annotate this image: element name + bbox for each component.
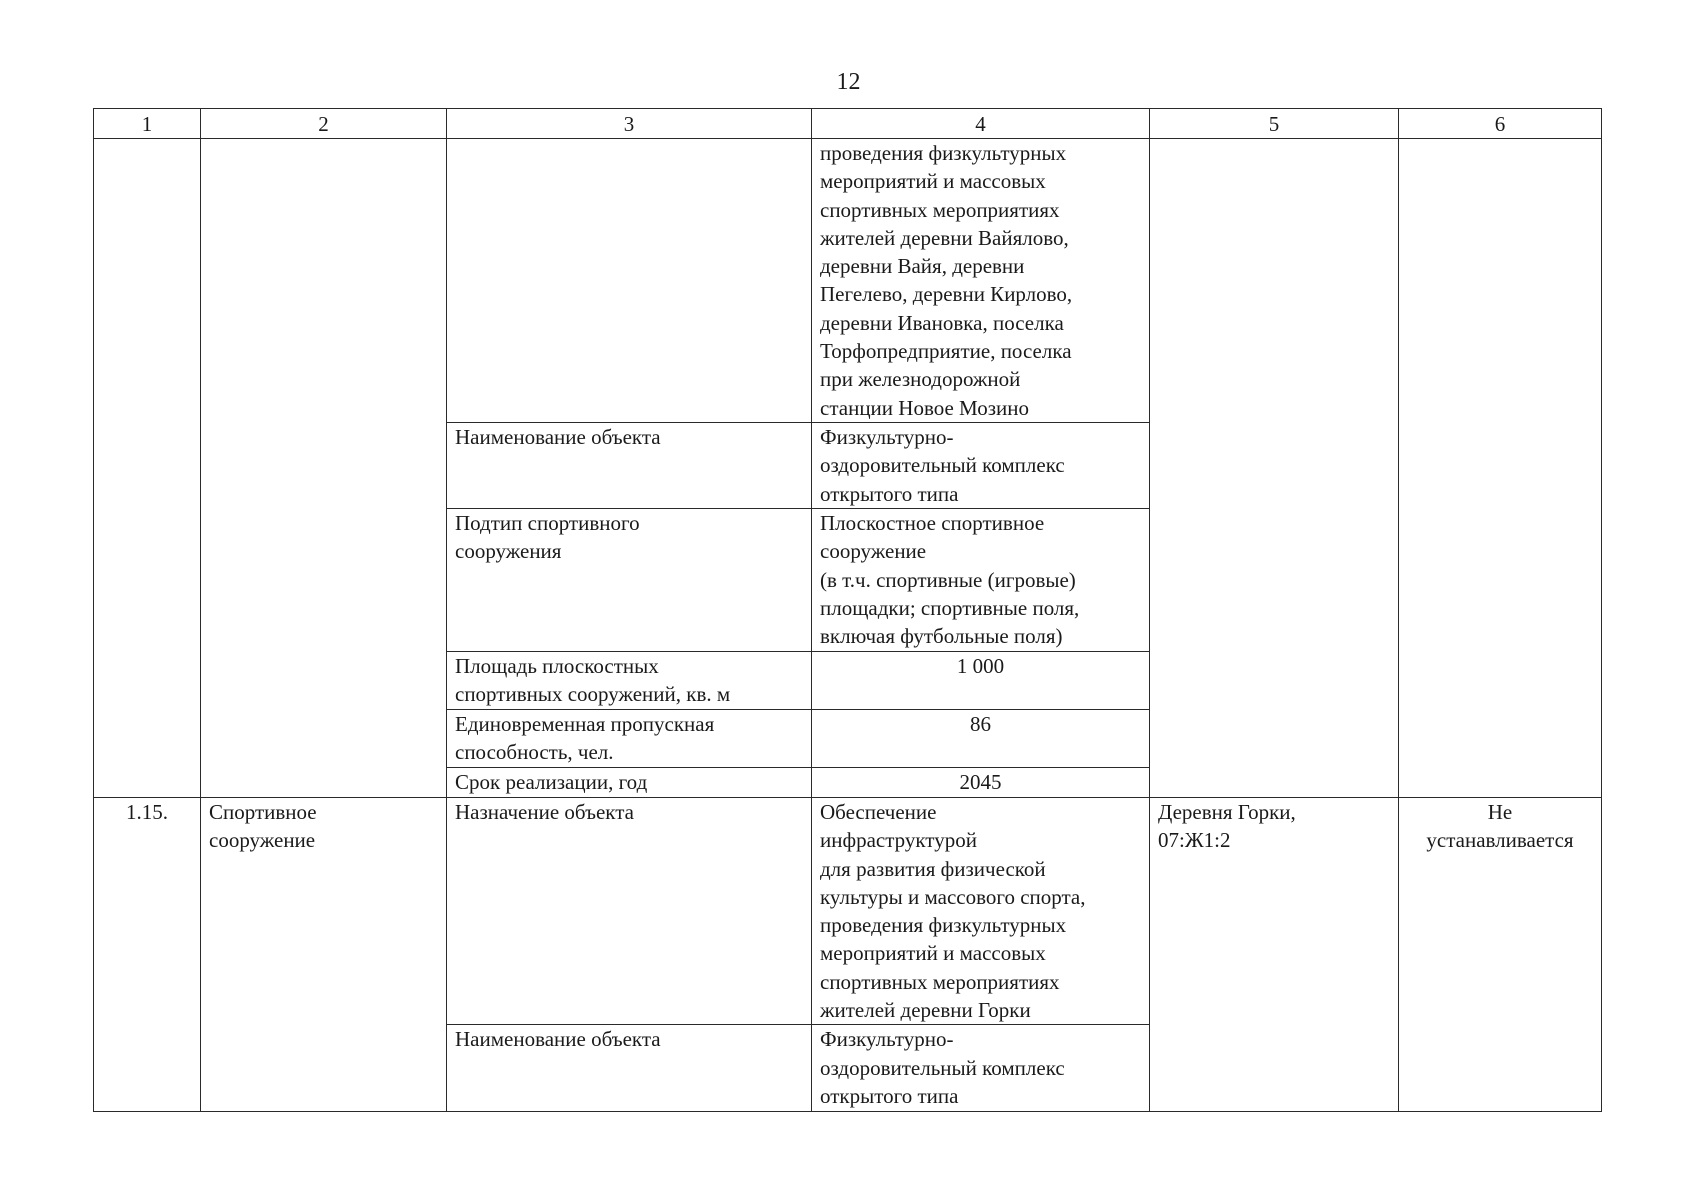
object-number-cell: 1.15.: [94, 797, 201, 1111]
table-row: [94, 797, 1602, 1024]
value-text: Физкультурно- оздоровительный комплекс открытого типа: [820, 424, 1065, 506]
header-col-3: 3: [447, 109, 812, 139]
number-cell-continued: [94, 139, 201, 798]
param-text: Подтип спортивного сооружения: [455, 510, 640, 564]
value-cell: 2045: [812, 767, 1150, 797]
param-cell: [447, 422, 812, 508]
value-text: Обеспечение инфраструктурой для развития физической культуры и массового спорта, проведения физкультурных мероприятий и массовых спортивных мероприятиях жителей деревни Горки: [820, 799, 1086, 1023]
value-text: проведения физкультурных мероприятий и массовых спортивных мероприятиях жителей деревни Вайялово, деревни Вайя, деревни Пегелево, деревни Кирлово, деревни Ивановка, поселка Торфопредприятие, поселка при железнодорожной станции Новое Мозино: [820, 141, 1073, 420]
name-cell-continued: [201, 139, 447, 798]
page-number: 12: [836, 69, 861, 95]
header-col-4: 4: [812, 109, 1150, 139]
param-cell: [447, 797, 812, 1024]
param-text: Срок реализации, год: [455, 769, 648, 794]
zone-text: Не устанавливается: [1426, 799, 1574, 853]
zone-cell: [1399, 797, 1602, 1111]
param-cell: [447, 651, 812, 709]
header-col-2: 2: [201, 109, 447, 139]
value-cell: [812, 1025, 1150, 1112]
header-col-5: 5: [1150, 109, 1399, 139]
param-text: Единовременная пропускная способность, чел.: [455, 711, 715, 765]
value-cell: 1 000: [812, 651, 1150, 709]
param-cell: [447, 139, 812, 423]
param-cell: [447, 508, 812, 651]
zone-cell-continued: [1399, 139, 1602, 798]
objects-table: [93, 108, 1602, 1112]
object-name-cell: [201, 797, 447, 1111]
location-cell: [1150, 797, 1399, 1111]
value-cell: [812, 422, 1150, 508]
param-cell: [447, 767, 812, 797]
value-text: Физкультурно- оздоровительный комплекс открытого типа: [820, 1027, 1065, 1108]
table-header-row: [94, 109, 1602, 139]
location-text: Деревня Горки, 07:Ж1:2: [1158, 799, 1296, 853]
param-text: Наименование объекта: [455, 424, 661, 449]
location-cell-continued: [1150, 139, 1399, 798]
param-text: Наименование объекта: [455, 1027, 661, 1052]
value-cell: [812, 139, 1150, 423]
param-cell: [447, 1025, 812, 1112]
object-name-text: Спортивное сооружение: [209, 799, 317, 853]
param-cell: [447, 709, 812, 767]
param-text: Площадь плоскостных спортивных сооружений, кв. м: [455, 653, 731, 707]
value-cell: [812, 797, 1150, 1024]
value-cell: [812, 508, 1150, 651]
value-cell: 86: [812, 709, 1150, 767]
header-col-1: 1: [94, 109, 201, 139]
header-col-6: 6: [1399, 109, 1602, 139]
table-row: [94, 139, 1602, 423]
value-text: Плоскостное спортивное сооружение (в т.ч. спортивные (игровые) площадки; спортивные поля, включая футбольные поля): [820, 510, 1080, 649]
param-text: Назначение объекта: [455, 799, 634, 824]
